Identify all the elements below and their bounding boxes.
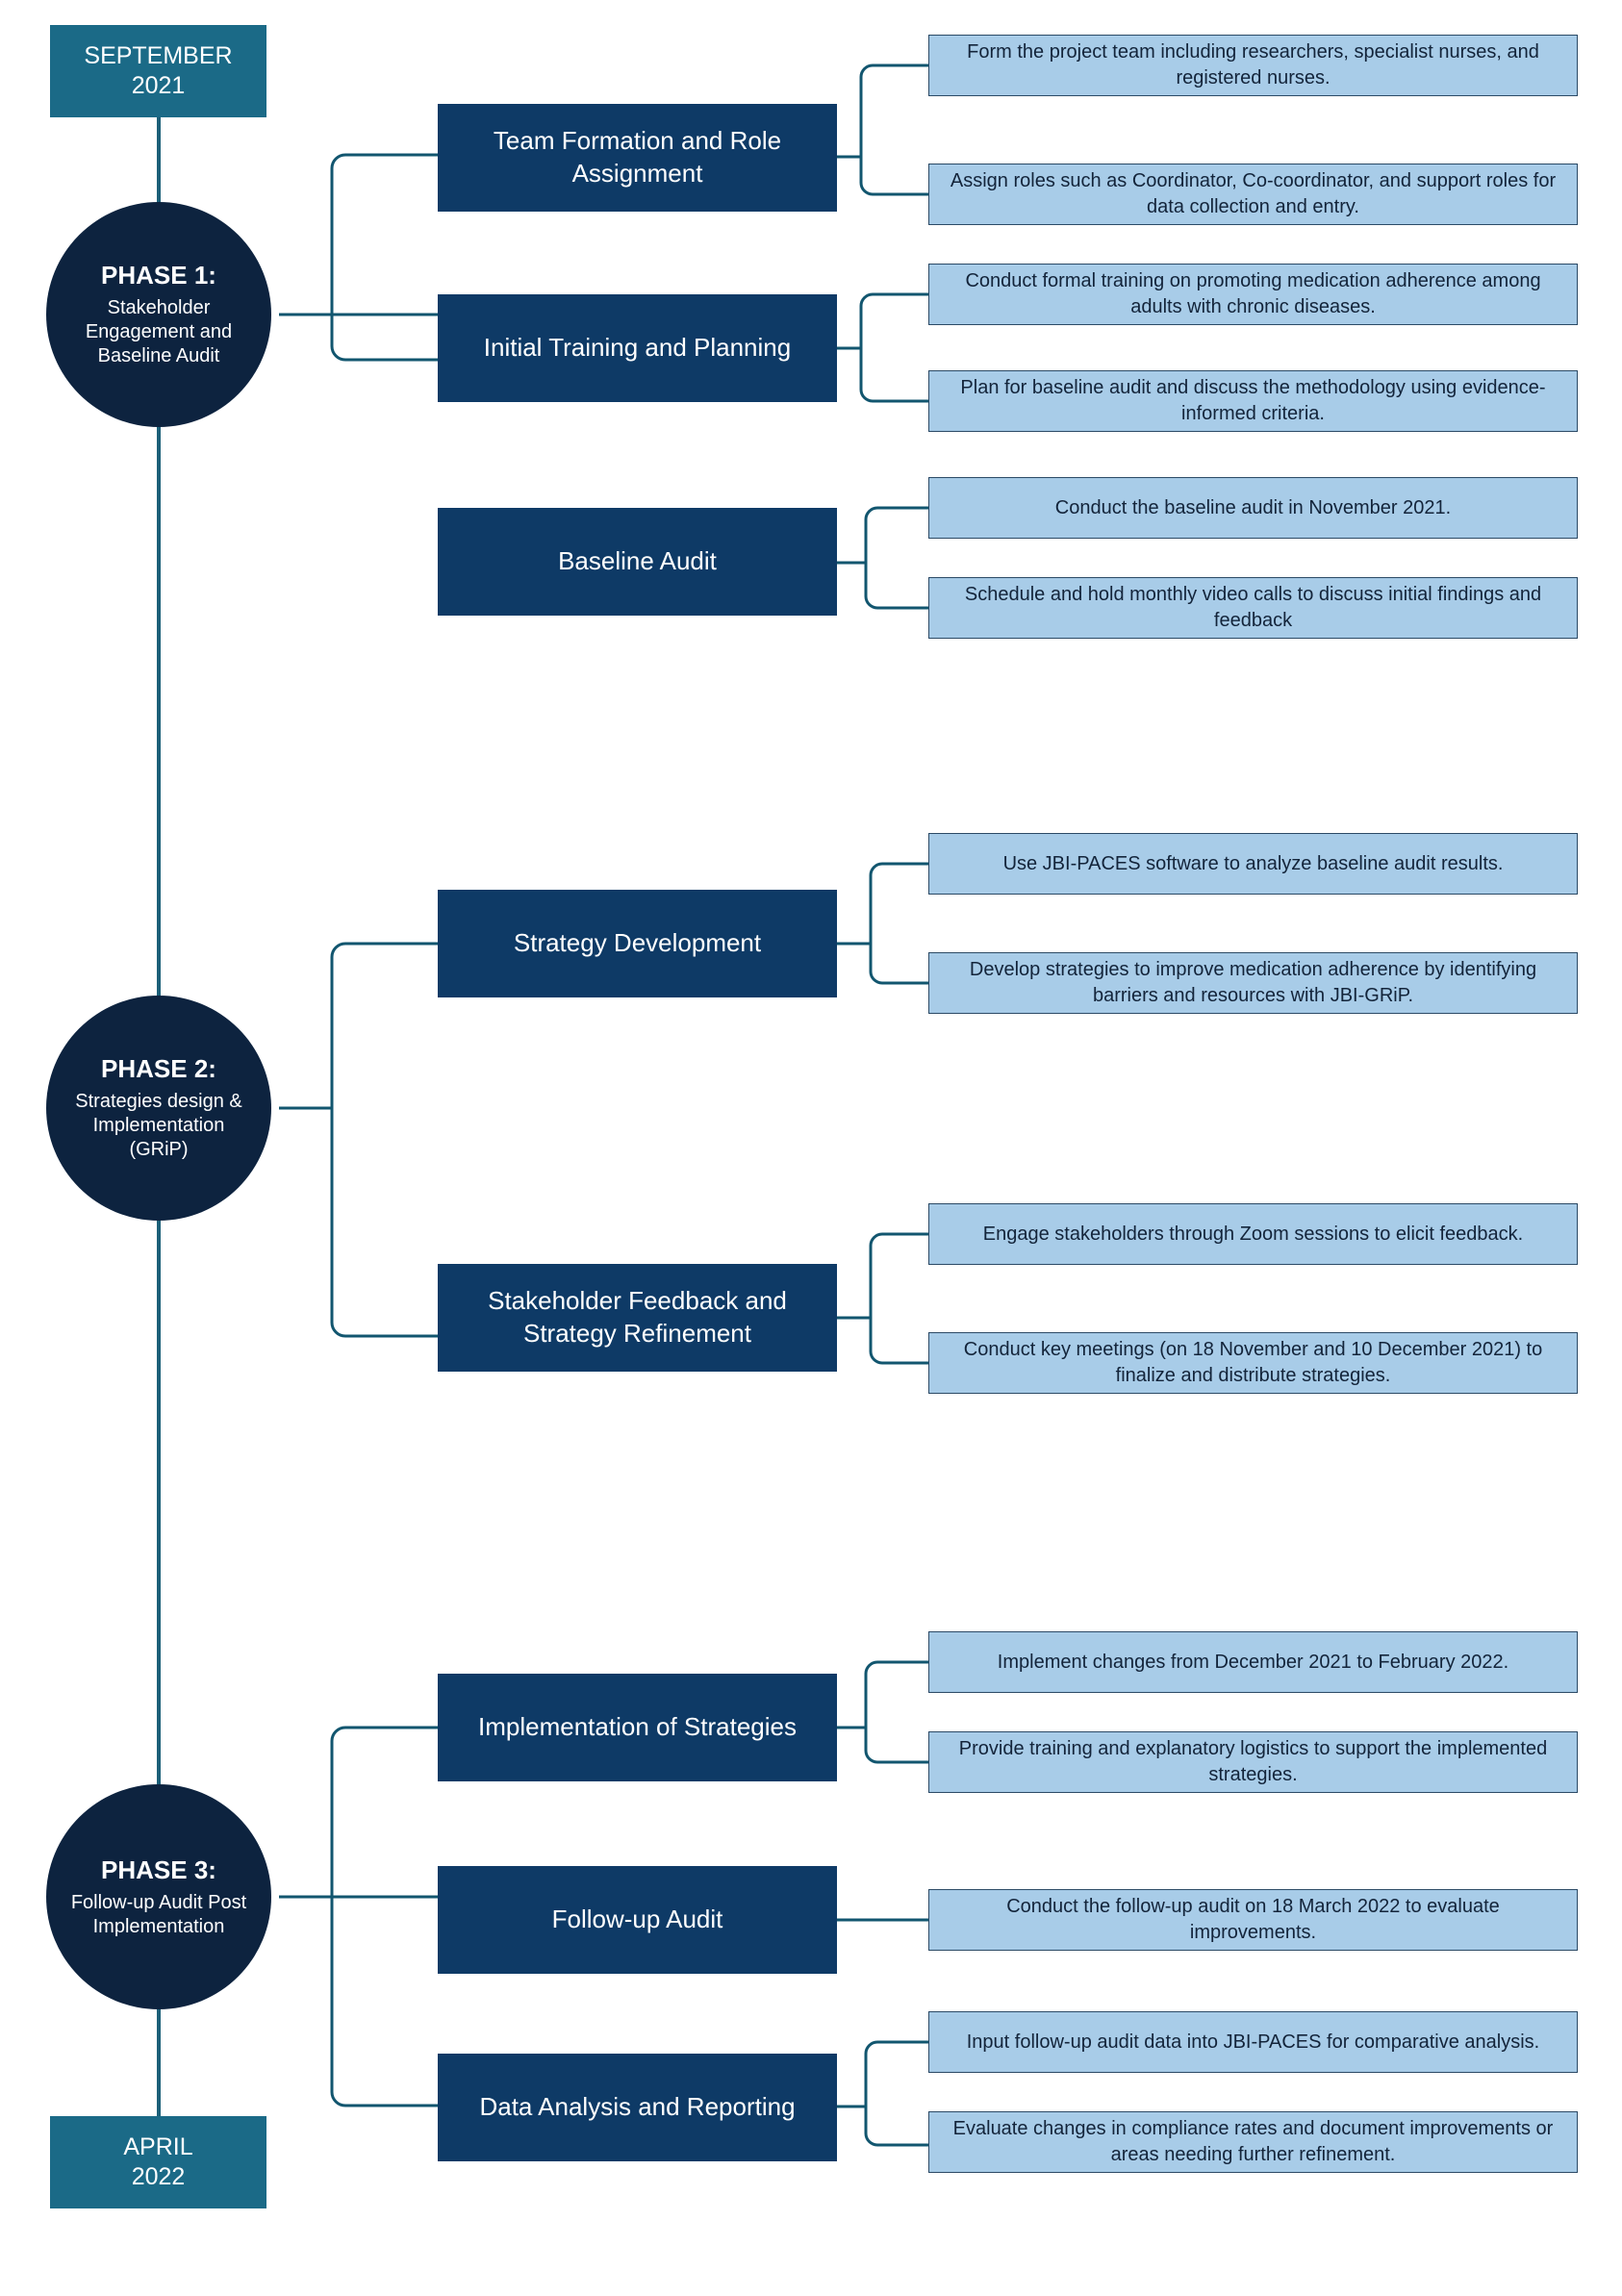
detail-box: Plan for baseline audit and discuss the methodology using evidence-informed criteria. <box>928 370 1578 432</box>
phase-2-subtitle: Strategies design & Implementation (GRiP) <box>75 1091 242 1160</box>
detail-box: Schedule and hold monthly video calls to discuss initial findings and feedback <box>928 577 1578 639</box>
phase-1-subtitle: Stakeholder Engagement and Baseline Audit <box>85 297 233 366</box>
phase-3-node <box>46 1784 271 2009</box>
start-date-line1: SEPTEMBER <box>84 41 233 69</box>
phase-1-node <box>46 202 271 427</box>
detail-box: Conduct the baseline audit in November 2021. <box>928 477 1578 539</box>
step-box: Team Formation and Role Assignment <box>438 104 837 212</box>
detail-box: Form the project team including researchers, specialist nurses, and registered nurses. <box>928 35 1578 96</box>
end-date-line1: APRIL <box>123 2132 193 2160</box>
phase-3-title: PHASE 3: <box>101 1854 216 1884</box>
detail-box: Develop strategies to improve medication adherence by identifying barriers and resources with JBI-GRiP. <box>928 952 1578 1014</box>
detail-box: Implement changes from December 2021 to February 2022. <box>928 1631 1578 1693</box>
detail-box: Use JBI-PACES software to analyze baseline audit results. <box>928 833 1578 895</box>
step-box: Initial Training and Planning <box>438 294 837 402</box>
end-date-line2: 2022 <box>131 2163 186 2190</box>
phase-3-subtitle: Follow-up Audit Post Implementation <box>70 1891 247 1937</box>
phase-1-title: PHASE 1: <box>101 261 216 290</box>
detail-box: Assign roles such as Coordinator, Co-coordinator, and support roles for data collection and entry. <box>928 164 1578 225</box>
timeline-start-date <box>50 25 266 117</box>
step-box: Data Analysis and Reporting <box>438 2054 837 2161</box>
step-box: Stakeholder Feedback and Strategy Refinement <box>438 1264 837 1372</box>
step-box: Strategy Development <box>438 890 837 997</box>
detail-box: Conduct key meetings (on 18 November and 10 December 2021) to finalize and distribute strategies. <box>928 1332 1578 1394</box>
phase-2-title: PHASE 2: <box>101 1054 216 1083</box>
detail-box: Input follow-up audit data into JBI-PACES for comparative analysis. <box>928 2011 1578 2073</box>
detail-box: Provide training and explanatory logistics to support the implemented strategies. <box>928 1731 1578 1793</box>
detail-box: Engage stakeholders through Zoom sessions to elicit feedback. <box>928 1203 1578 1265</box>
step-box: Baseline Audit <box>438 508 837 616</box>
timeline-end-date <box>50 2116 266 2208</box>
detail-box: Conduct the follow-up audit on 18 March 2022 to evaluate improvements. <box>928 1889 1578 1951</box>
detail-box: Evaluate changes in compliance rates and document improvements or areas needing further refinement. <box>928 2111 1578 2173</box>
phase-2-node <box>46 996 271 1221</box>
step-box: Follow-up Audit <box>438 1866 837 1974</box>
step-box: Implementation of Strategies <box>438 1674 837 1781</box>
detail-box: Conduct formal training on promoting medication adherence among adults with chronic diseases. <box>928 264 1578 325</box>
start-date-line2: 2021 <box>131 72 186 99</box>
